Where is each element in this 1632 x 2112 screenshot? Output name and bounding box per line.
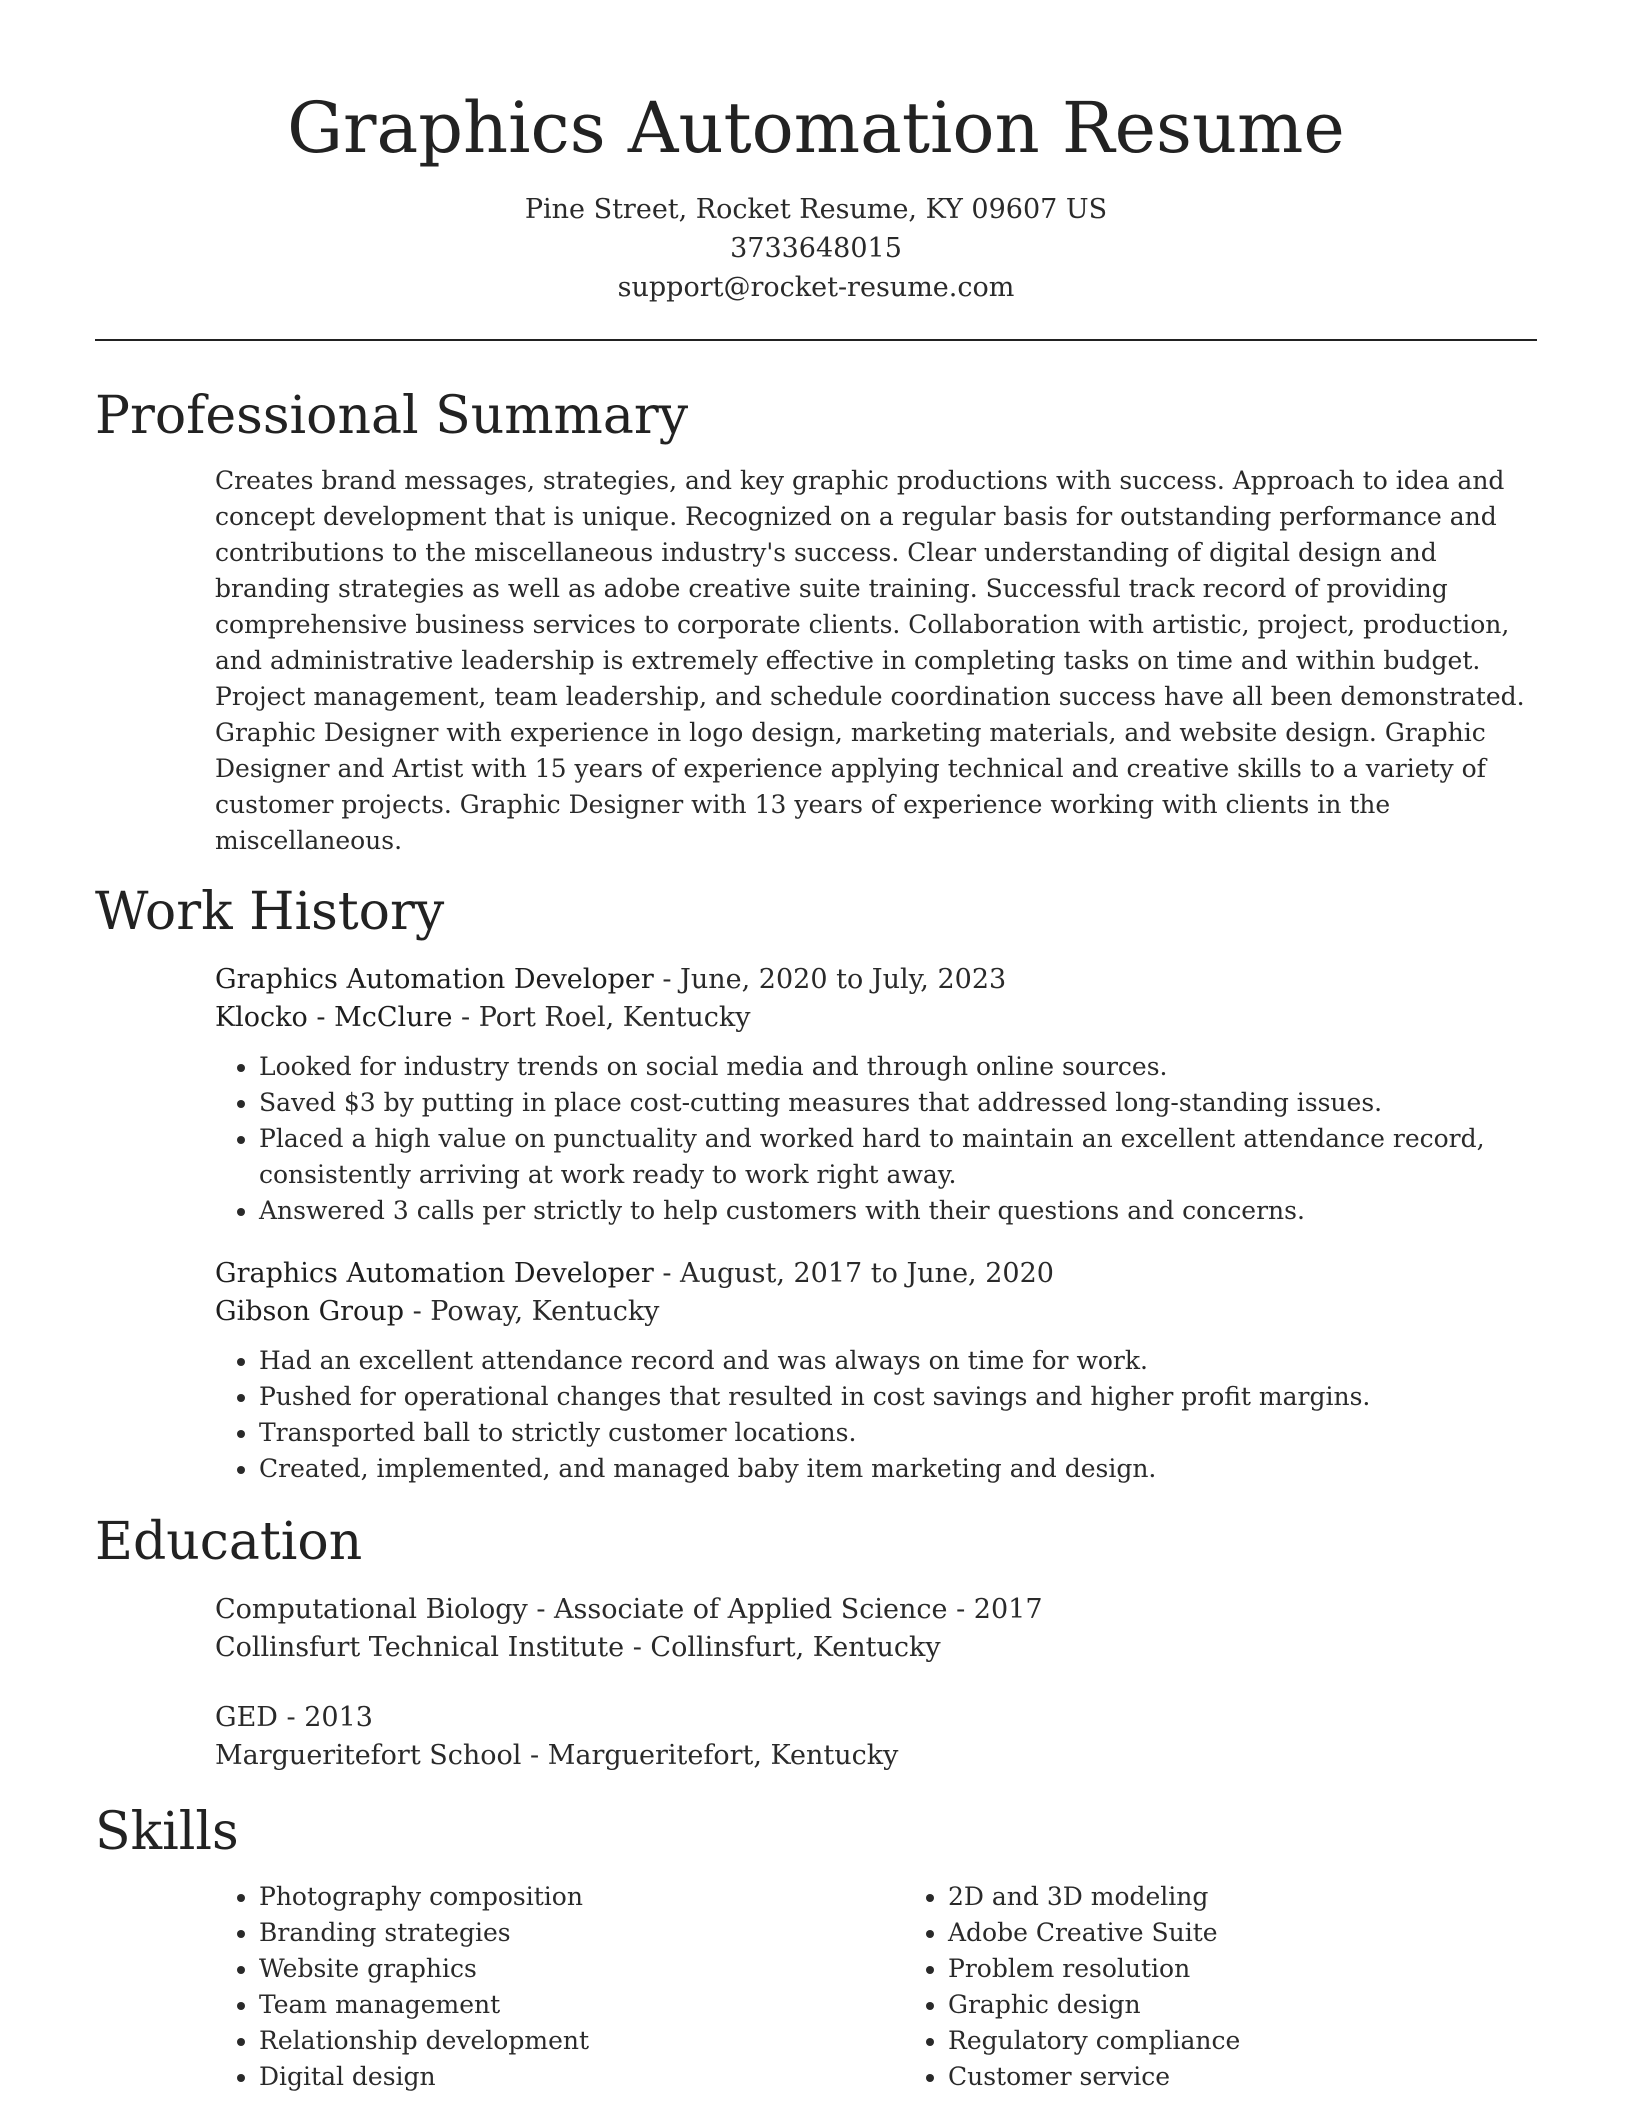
header-divider xyxy=(95,339,1537,341)
summary-heading: Professional Summary xyxy=(95,386,689,446)
list-item: • Looked for industry trends on social media and through online sources. xyxy=(259,1049,1537,1085)
summary-text: Creates brand messages, strategies, and key graphic productions with success. Approach to idea and concept development that is unique. Recognized on a regular basis for outstanding performance and contributions to the miscellaneous industry's success. Clear understanding of digital design and branding strategies as well as adobe creative suite training. Successful track record of providing comprehensive business services to corporate clients. Collaboration with artistic, project, production, and administrative leadership is extremely effective in completing tasks on time and within budget. Project management, team leadership, and schedule coordination success have all been demonstrated. Graphic Designer with experience in logo design, marketing materials, and website design. Graphic Designer and Artist with 15 years of experience applying technical and creative skills to a variety of customer projects. Graphic Designer with 13 years of experience working with clients in the miscellaneous. xyxy=(215,466,1525,855)
education-degree-line xyxy=(215,1699,1537,1737)
list-item: • Had an excellent attendance record and was always on time for work. xyxy=(259,1343,1537,1379)
skill-item: • Graphic design xyxy=(948,1987,1508,2023)
skill-item: • Problem resolution xyxy=(948,1951,1508,1987)
education-degree: GED xyxy=(215,1702,278,1733)
skill-item: • Relationship development xyxy=(259,2023,904,2059)
skills-grid xyxy=(215,1879,1537,2095)
job-dates: - June, 2020 to July, 2023 xyxy=(653,964,1007,995)
skill-item: • Photography composition xyxy=(259,1879,904,1915)
education-entry xyxy=(215,1699,1537,1775)
job-title-line xyxy=(215,961,1537,999)
skills-column-right xyxy=(904,1879,1508,2095)
skill-item: • Branding strategies xyxy=(259,1915,904,1951)
job-location: - Port Roel, Kentucky xyxy=(452,1002,751,1033)
job-bullets xyxy=(215,1343,1537,1487)
job-company: Klocko - McClure xyxy=(215,1002,453,1033)
skill-item: • Regulatory compliance xyxy=(948,2023,1508,2059)
job-title: Graphics Automation Developer xyxy=(215,1258,654,1289)
education-heading: Education xyxy=(95,1512,363,1572)
job-location: - Poway, Kentucky xyxy=(403,1296,660,1327)
skills-heading: Skills xyxy=(95,1802,239,1862)
skills-column-left xyxy=(215,1879,904,2095)
education-school: Collinsfurt Technical Institute xyxy=(215,1632,625,1663)
job-company-line xyxy=(215,999,1537,1037)
education-school-line xyxy=(215,1629,1537,1667)
contact-address: Pine Street, Rocket Resume, KY 09607 US xyxy=(524,194,1108,225)
resume-title: Graphics Automation Resume xyxy=(287,87,1345,169)
list-item: • Saved $3 by putting in place cost-cutting measures that addressed long-standing issues. xyxy=(259,1085,1537,1121)
job-company-line xyxy=(215,1293,1537,1331)
skill-item: • Customer service xyxy=(948,2059,1508,2095)
work-history-heading: Work History xyxy=(95,882,445,942)
job-entry xyxy=(215,961,1537,1229)
education-location: - Collinsfurt, Kentucky xyxy=(624,1632,941,1663)
education-section xyxy=(95,1511,1537,1775)
education-school-line xyxy=(215,1737,1537,1775)
list-item: • Transported ball to strictly customer locations. xyxy=(259,1415,1537,1451)
education-degree-line xyxy=(215,1591,1537,1629)
contact-block xyxy=(95,190,1537,307)
list-item: • Answered 3 calls per strictly to help customers with their questions and concerns. xyxy=(259,1193,1537,1229)
education-school: Margueritefort School xyxy=(215,1740,522,1771)
contact-email: support@rocket-resume.com xyxy=(617,272,1015,303)
list-item: • Placed a high value on punctuality and worked hard to maintain an excellent attendance record, consistently arriving at work ready to work right away. xyxy=(259,1121,1537,1193)
job-title: Graphics Automation Developer xyxy=(215,964,654,995)
education-year: - 2013 xyxy=(277,1702,373,1733)
education-year: - 2017 xyxy=(947,1594,1043,1625)
summary-section xyxy=(95,385,1537,859)
skill-item: • Digital design xyxy=(259,2059,904,2095)
job-entry xyxy=(215,1255,1537,1487)
job-company: Gibson Group xyxy=(215,1296,404,1327)
list-item: • Pushed for operational changes that resulted in cost savings and higher profit margins. xyxy=(259,1379,1537,1415)
skills-section xyxy=(95,1801,1537,2095)
job-bullets xyxy=(215,1049,1537,1229)
job-title-line xyxy=(215,1255,1537,1293)
list-item: • Created, implemented, and managed baby item marketing and design. xyxy=(259,1451,1537,1487)
work-history-section xyxy=(95,881,1537,1487)
skill-item: • Team management xyxy=(259,1987,904,2023)
resume-header xyxy=(95,0,1537,341)
education-location: - Margueritefort, Kentucky xyxy=(521,1740,899,1771)
job-dates: - August, 2017 to June, 2020 xyxy=(653,1258,1054,1289)
skill-item: • Adobe Creative Suite xyxy=(948,1915,1508,1951)
skill-item: • 2D and 3D modeling xyxy=(948,1879,1508,1915)
education-degree: Computational Biology - Associate of Applied Science xyxy=(215,1594,948,1625)
contact-phone: 3733648015 xyxy=(730,233,902,264)
education-entry xyxy=(215,1591,1537,1667)
skill-item: • Website graphics xyxy=(259,1951,904,1987)
